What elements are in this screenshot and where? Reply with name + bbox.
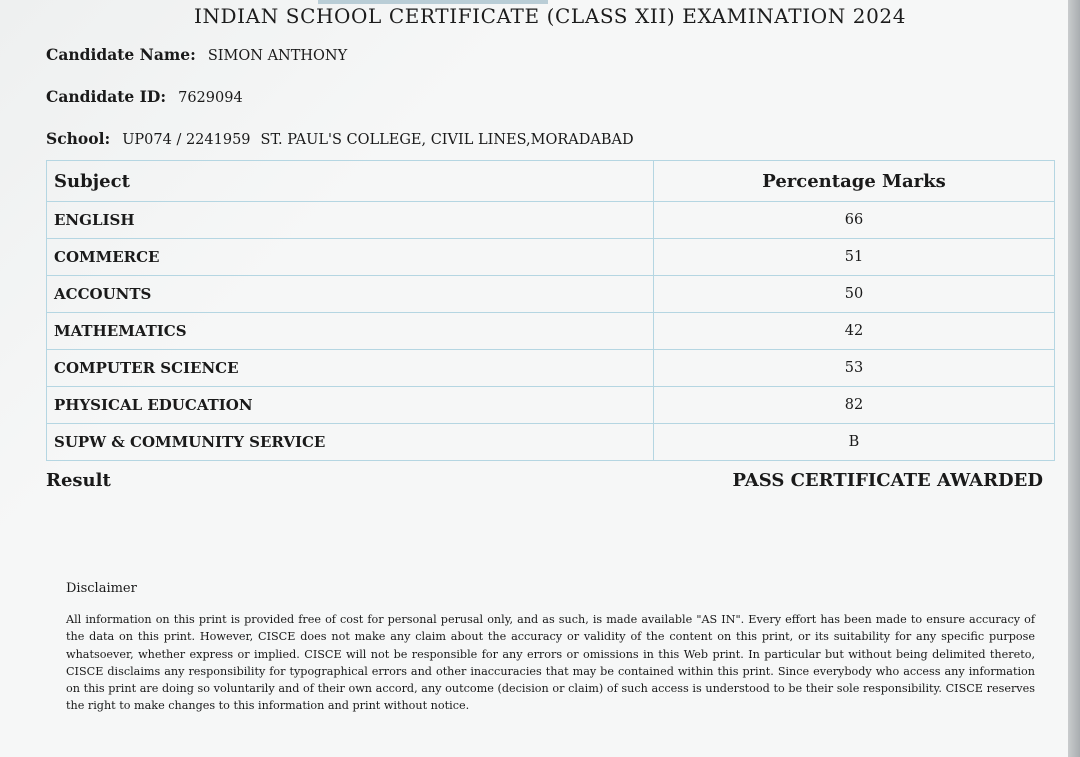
marks-cell: 66 — [654, 202, 1055, 239]
table-row — [47, 276, 1055, 313]
school-label: School: — [46, 129, 111, 148]
table-row — [47, 313, 1055, 350]
candidate-id-row — [46, 87, 243, 106]
subject-cell: PHYSICAL EDUCATION — [47, 387, 654, 424]
marks-table — [46, 160, 1055, 461]
result-label: Result — [46, 470, 111, 491]
candidate-name-row — [46, 45, 347, 64]
marks-cell: 51 — [654, 239, 1055, 276]
table-row — [47, 424, 1055, 461]
disclaimer-title: Disclaimer — [66, 581, 137, 596]
table-row — [47, 387, 1055, 424]
subject-header: Subject — [47, 161, 654, 202]
candidate-id-value: 7629094 — [178, 90, 243, 106]
marks-cell: 50 — [654, 276, 1055, 313]
subject-cell: COMMERCE — [47, 239, 654, 276]
result-value: PASS CERTIFICATE AWARDED — [732, 470, 1043, 491]
subject-cell: SUPW & COMMUNITY SERVICE — [47, 424, 654, 461]
marks-cell: B — [654, 424, 1055, 461]
school-row — [46, 129, 634, 148]
marks-cell: 42 — [654, 313, 1055, 350]
table-row — [47, 202, 1055, 239]
table-row — [47, 239, 1055, 276]
disclaimer-text: All information on this print is provided free of cost for personal perusal only, and as such, is made available "AS IN". Every effort has been made to ensure accuracy of the data on this print. However, CISCE does not make any claim about the accuracy or validity of the content on this print, or its suitability for any specific purpose whatsoever, whether express or implied. CISCE will not be responsible for any errors or omissions in this Web print. In particular but without being delimited thereto, CISCE disclaims any responsibility for typographical errors and other inaccuracies that may be contained within this print. Since everybody who access any information on this print are doing so voluntarily and of their own accord, any outcome (decision or claim) of such access is understood to be their sole responsibility. CISCE reserves the right to make changes to this information and print without notice. — [66, 613, 1035, 713]
school-code: UP074 / 2241959 — [122, 132, 251, 148]
candidate-name-value: SIMON ANTHONY — [207, 48, 348, 64]
table-header-row — [47, 161, 1055, 202]
candidate-name-label: Candidate Name: — [46, 45, 196, 64]
marks-cell: 82 — [654, 387, 1055, 424]
candidate-id-label: Candidate ID: — [46, 87, 167, 106]
page-title: INDIAN SCHOOL CERTIFICATE (CLASS XII) EXAMINATION 2024 — [193, 4, 907, 28]
subject-cell: ACCOUNTS — [47, 276, 654, 313]
marks-cell: 53 — [654, 350, 1055, 387]
table-row — [47, 350, 1055, 387]
percentage-marks-header: Percentage Marks — [654, 161, 1055, 202]
subject-cell: ENGLISH — [47, 202, 654, 239]
page-edge-shadow — [1068, 0, 1080, 757]
school-name: ST. PAUL'S COLLEGE, CIVIL LINES,MORADABAD — [260, 132, 634, 148]
subject-cell: MATHEMATICS — [47, 313, 654, 350]
subject-cell: COMPUTER SCIENCE — [47, 350, 654, 387]
